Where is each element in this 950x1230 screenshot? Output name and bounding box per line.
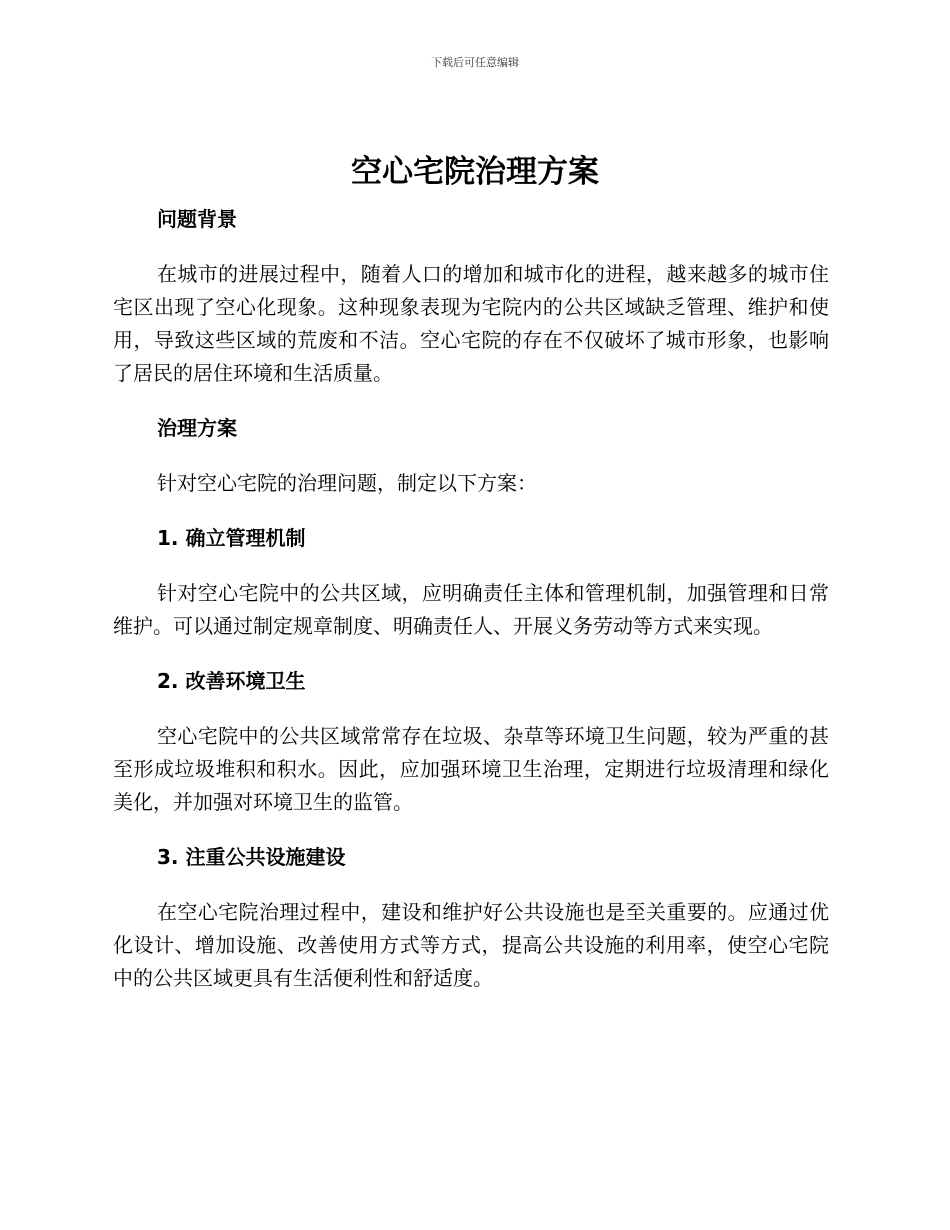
section-heading-sanitation: 2. 改善环境卫生	[157, 669, 306, 693]
document-title: 空心宅院治理方案	[351, 154, 599, 190]
section-heading-plan: 治理方案	[157, 416, 237, 440]
section-paragraph-sanitation: 空心宅院中的公共区域常常存在垃圾、杂草等环境卫生问题，较为严重的甚至形成垃圾堆积和积水。因此，应加强环境卫生治理，定期进行垃圾清理和绿化美化，并加强对环境卫生的监管。	[113, 724, 829, 814]
section-heading-management: 1. 确立管理机制	[157, 526, 306, 550]
section-paragraph-facilities: 在空心宅院治理过程中，建设和维护好公共设施也是至关重要的。应通过优化设计、增加设施、改善使用方式等方式，提高公共设施的利用率，使空心宅院中的公共区域更具有生活便利性和舒适度。	[113, 900, 829, 990]
document-body	[113, 203, 829, 995]
header-note: 下载后可任意编辑	[431, 56, 519, 69]
section-paragraph-background: 在城市的进展过程中，随着人口的增加和城市化的进程，越来越多的城市住宅区出现了空心化现象。这种现象表现为宅院内的公共区域缺乏管理、维护和使用，导致这些区域的荒废和不洁。空心宅院的存在不仅破坏了城市形象，也影响了居民的居住环境和生活质量。	[113, 262, 829, 385]
section-paragraph-plan: 针对空心宅院的治理问题，制定以下方案：	[157, 471, 537, 495]
section-paragraph-management: 针对空心宅院中的公共区域，应明确责任主体和管理机制，加强管理和日常维护。可以通过制定规章制度、明确责任人、开展义务劳动等方式来实现。	[113, 581, 829, 638]
section-heading-background: 问题背景	[157, 207, 237, 231]
section-heading-facilities: 3. 注重公共设施建设	[157, 845, 346, 869]
